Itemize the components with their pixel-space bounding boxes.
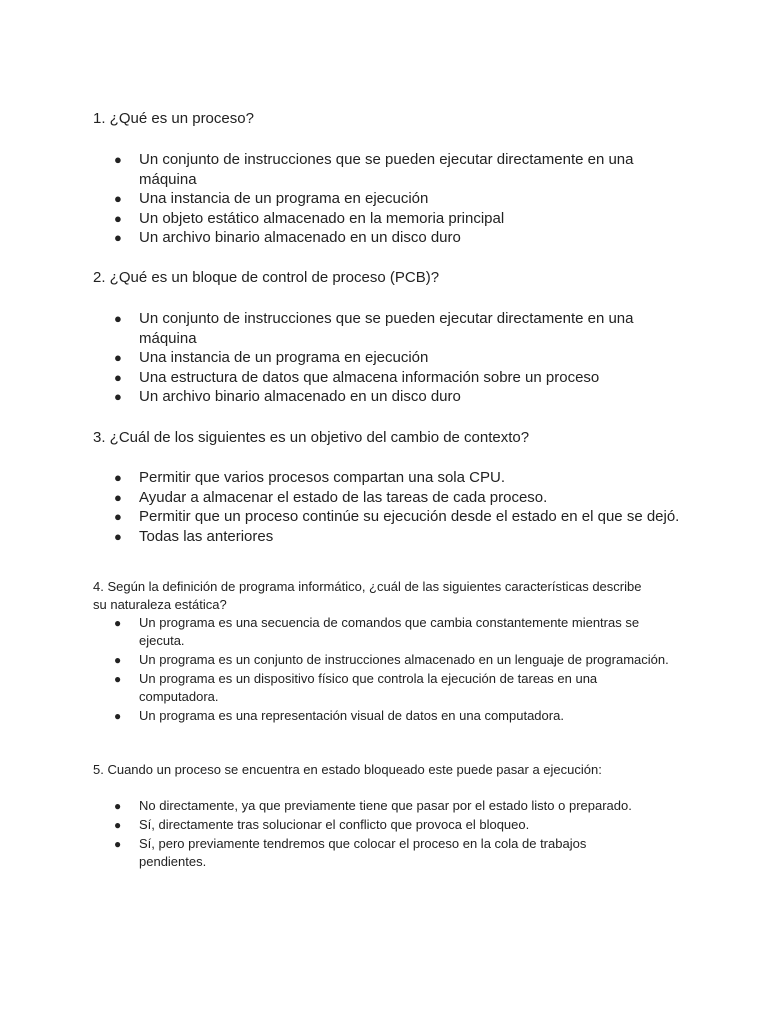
bullet-icon: ● bbox=[114, 672, 122, 686]
list-item bbox=[111, 189, 681, 209]
list-item bbox=[111, 670, 671, 706]
bullet-icon: ● bbox=[114, 191, 122, 206]
bullet-icon: ● bbox=[114, 152, 122, 167]
question-2-title: 2. ¿Qué es un bloque de control de proceso (PCB)? bbox=[93, 269, 440, 286]
list-item bbox=[111, 797, 651, 815]
list-item bbox=[111, 228, 681, 248]
list-item bbox=[111, 527, 681, 547]
option-text: Un archivo binario almacenado en un disco duro bbox=[139, 229, 461, 246]
option-text: Un programa es una representación visual de datos en una computadora. bbox=[139, 708, 564, 723]
question-3-options bbox=[111, 468, 681, 546]
option-text: Un programa es un conjunto de instrucciones almacenado en un lenguaje de programación. bbox=[139, 652, 669, 667]
bullet-icon: ● bbox=[114, 311, 122, 326]
bullet-icon: ● bbox=[114, 350, 122, 365]
option-text: Ayudar a almacenar el estado de las tareas de cada proceso. bbox=[139, 488, 548, 506]
bullet-icon: ● bbox=[114, 818, 122, 832]
option-text: Una instancia de un programa en ejecución bbox=[139, 190, 429, 207]
question-4-options bbox=[111, 614, 671, 726]
list-item bbox=[111, 707, 671, 725]
option-text: Una instancia de un programa en ejecución bbox=[139, 349, 429, 366]
bullet-icon: ● bbox=[114, 470, 122, 485]
option-text: Sí, pero previamente tendremos que colocar el proceso en la cola de trabajos pendientes. bbox=[139, 836, 587, 869]
bullet-icon: ● bbox=[114, 230, 122, 245]
list-item bbox=[111, 387, 681, 407]
list-item bbox=[111, 309, 681, 348]
option-text: Sí, directamente tras solucionar el conflicto que provoca el bloqueo. bbox=[139, 817, 530, 832]
question-5-title: 5. Cuando un proceso se encuentra en estado bloqueado este puede pasar a ejecución: bbox=[93, 762, 602, 777]
bullet-icon: ● bbox=[114, 210, 122, 226]
question-1-title: 1. ¿Qué es un proceso? bbox=[93, 110, 254, 127]
bullet-icon: ● bbox=[114, 709, 122, 723]
option-text: Un programa es una secuencia de comandos que cambia constantemente mientras se ejecuta. bbox=[139, 615, 640, 648]
option-text: Un archivo binario almacenado en un disco duro bbox=[139, 388, 461, 405]
list-item bbox=[111, 150, 681, 189]
bullet-icon: ● bbox=[114, 799, 122, 813]
question-1-options bbox=[111, 150, 681, 248]
bullet-icon: ● bbox=[114, 509, 122, 524]
option-text: Un conjunto de instrucciones que se pueden ejecutar directamente en una máquina bbox=[139, 151, 634, 188]
list-item bbox=[111, 614, 671, 650]
question-4-title: 4. Según la definición de programa informático, ¿cuál de las siguientes características describe su naturaleza estática? bbox=[93, 579, 642, 612]
list-item bbox=[111, 507, 681, 527]
option-text: Una estructura de datos que almacena información sobre un proceso bbox=[139, 368, 600, 386]
option-text: Permitir que varios procesos compartan una sola CPU. bbox=[139, 469, 505, 486]
list-item bbox=[111, 835, 651, 871]
list-item bbox=[111, 488, 681, 508]
question-5-options bbox=[111, 797, 651, 872]
option-text: No directamente, ya que previamente tiene que pasar por el estado listo o preparado. bbox=[139, 798, 632, 813]
bullet-icon: ● bbox=[114, 369, 122, 385]
list-item bbox=[111, 816, 651, 834]
bullet-icon: ● bbox=[114, 489, 122, 505]
option-text: Un conjunto de instrucciones que se pueden ejecutar directamente en una máquina bbox=[139, 310, 634, 347]
list-item bbox=[111, 368, 681, 388]
bullet-icon: ● bbox=[114, 616, 122, 630]
list-item bbox=[111, 468, 681, 488]
list-item bbox=[111, 348, 681, 368]
question-3-title: 3. ¿Cuál de los siguientes es un objetivo del cambio de contexto? bbox=[93, 429, 530, 446]
bullet-icon: ● bbox=[114, 837, 122, 851]
bullet-icon: ● bbox=[114, 653, 122, 667]
option-text: Un programa es un dispositivo físico que controla la ejecución de tareas en una computadora. bbox=[139, 671, 598, 704]
question-2-options bbox=[111, 309, 681, 407]
option-text: Todas las anteriores bbox=[139, 527, 274, 545]
option-text: Permitir que un proceso continúe su ejecución desde el estado en el que se dejó. bbox=[139, 508, 680, 525]
bullet-icon: ● bbox=[114, 528, 122, 544]
list-item bbox=[111, 209, 681, 229]
option-text: Un objeto estático almacenado en la memoria principal bbox=[139, 209, 505, 227]
bullet-icon: ● bbox=[114, 389, 122, 404]
list-item bbox=[111, 651, 671, 669]
